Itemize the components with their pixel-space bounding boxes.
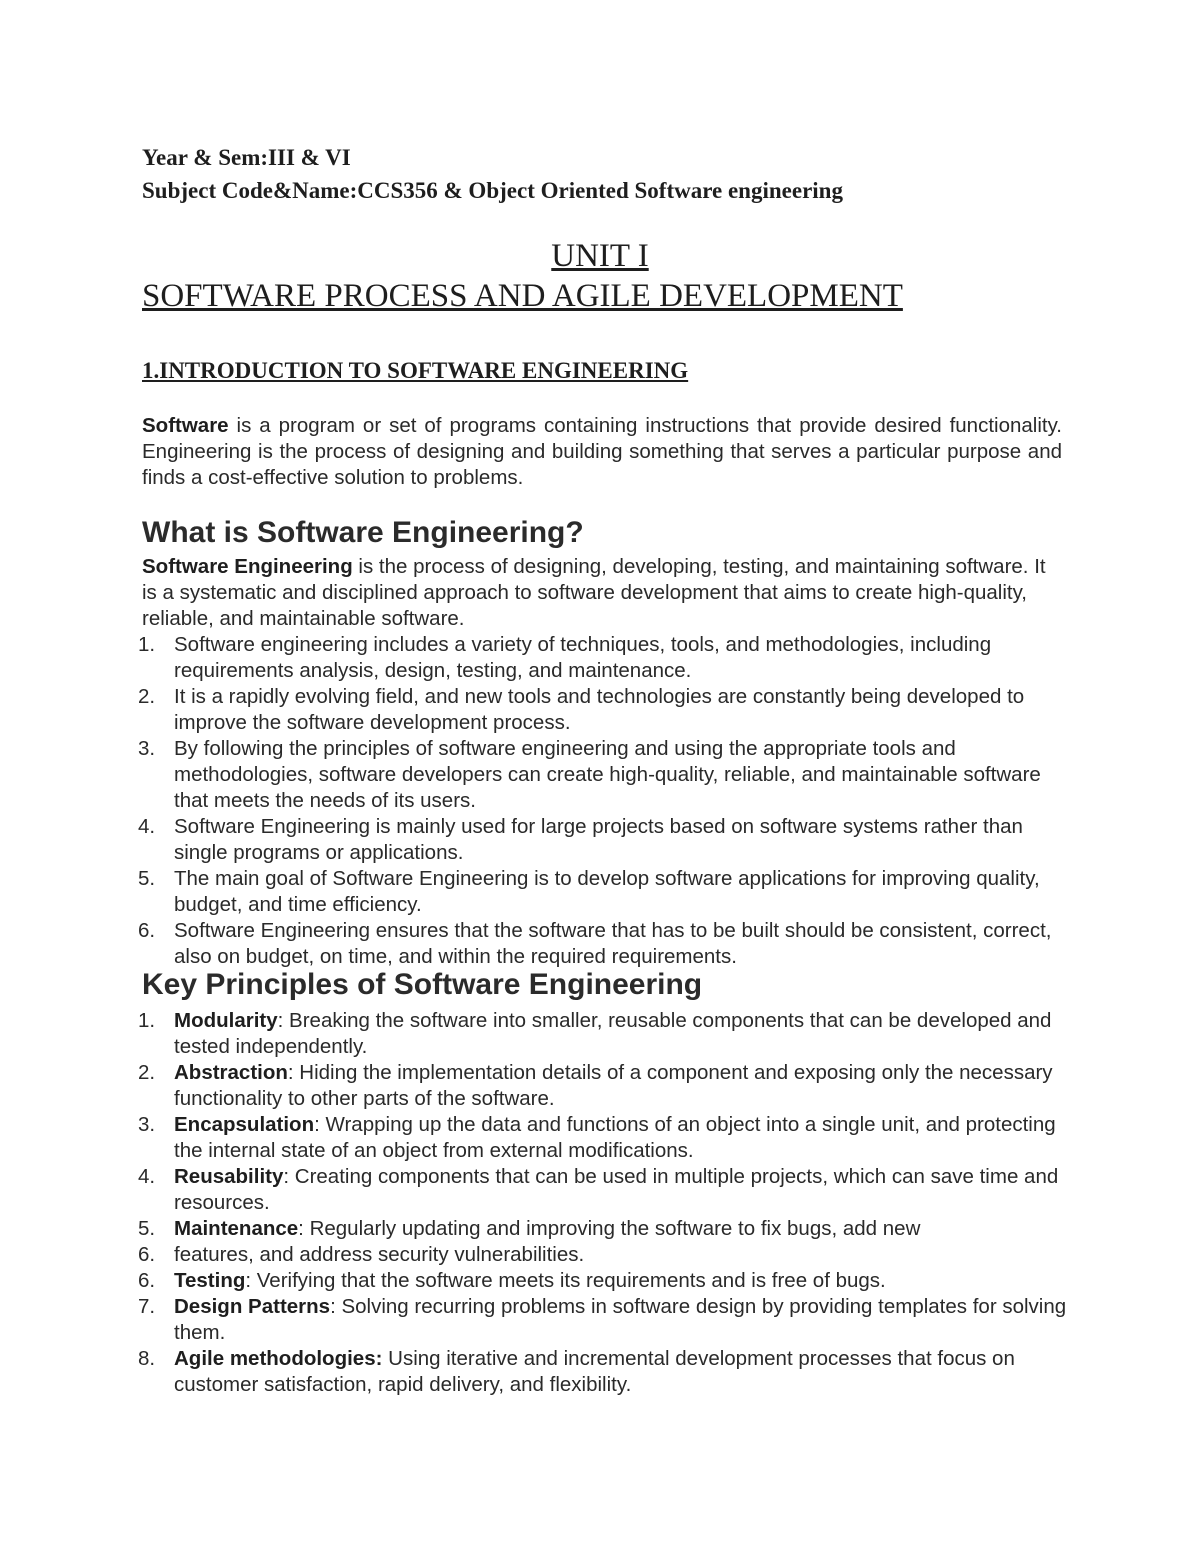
list-number: 5. [138,1217,156,1240]
principle-text: : Solving recurring problems in software design by providing templates for solving them. [174,1295,1067,1344]
principle-text: : Verifying that the software meets its requirements and is free of bugs. [245,1269,886,1292]
principle-term: Encapsulation [174,1113,315,1136]
list-item [138,1008,1068,1060]
year-sem-line: Year & Sem:III & VI [142,145,351,170]
principles-heading: Key Principles of Software Engineering [142,968,703,1001]
list-item [138,1216,1068,1242]
list-number: 2. [138,685,156,708]
list-item [138,918,1068,970]
list-item [138,866,1068,918]
intro-term: Software [142,414,229,437]
list-number: 6. [138,919,156,942]
list-item [138,632,1068,684]
list-item [138,814,1068,866]
list-number: 7. [138,1295,156,1318]
list-number: 1. [138,1009,156,1032]
list-item [138,684,1068,736]
principle-term: Agile methodologies: [174,1347,383,1370]
principle-text: : Creating components that can be used in multiple projects, which can save time and resources. [174,1165,1059,1214]
principle-term: Abstraction [174,1061,288,1084]
unit-title: UNIT I [551,238,649,274]
list-item-text: By following the principles of software engineering and using the appropriate tools and methodologies, software developers can create high-quality, reliable, and maintainable software that meets the needs of its users. [174,737,1041,812]
list-number: 3. [138,737,156,760]
list-number: 6. [138,1243,156,1266]
list-number: 1. [138,633,156,656]
principle-term: Testing [174,1269,246,1292]
principle-term: Reusability [174,1165,284,1188]
list-item-text: Software Engineering is mainly used for large projects based on software systems rather than single programs or applications. [174,815,1023,864]
principle-term: Modularity [174,1009,278,1032]
what-is-list [138,632,1068,970]
list-number: 4. [138,815,156,838]
subject-line: Subject Code&Name:CCS356 & Object Oriented Software engineering [142,178,843,203]
list-number: 6. [138,1269,156,1292]
principle-term: Design Patterns [174,1295,331,1318]
principle-text: : Regularly updating and improving the software to fix bugs, add new [298,1217,921,1240]
list-number: 5. [138,867,156,890]
list-item-text: It is a rapidly evolving field, and new tools and technologies are constantly being developed to improve the software development process. [174,685,1025,734]
list-item [138,1346,1068,1398]
principle-term: Maintenance [174,1217,299,1240]
list-item [138,736,1068,814]
intro-text: is a program or set of programs containing instructions that provide desired functionality. Engineering is the process of designing and building something that serves a particular purpose and finds a cost-effective solution to problems. [142,414,1062,489]
principle-text: features, and address security vulnerabilities. [174,1243,585,1266]
list-item [138,1242,1068,1268]
principle-text: : Breaking the software into smaller, reusable components that can be developed and tested independently. [174,1009,1052,1058]
unit-subtitle: SOFTWARE PROCESS AND AGILE DEVELOPMENT [142,278,903,314]
definition-text: is the process of designing, developing, testing, and maintaining software. It is a systematic and disciplined approach to software development that aims to create high-quality, reliable, and maintainable software. [142,555,1046,630]
list-item-text: Software engineering includes a variety of techniques, tools, and methodologies, including requirements analysis, design, testing, and maintenance. [174,633,992,682]
principle-text: : Wrapping up the data and functions of an object into a single unit, and protecting the internal state of an object from external modifications. [174,1113,1056,1162]
definition-term: Software Engineering [142,555,353,578]
list-item-text: The main goal of Software Engineering is to develop software applications for improving quality, budget, and time efficiency. [174,867,1040,916]
principle-text: : Hiding the implementation details of a component and exposing only the necessary functionality to other parts of the software. [174,1061,1053,1110]
list-number: 8. [138,1347,156,1370]
intro-paragraph [142,413,1062,491]
list-item [138,1164,1068,1216]
what-is-heading: What is Software Engineering? [142,516,584,549]
list-number: 4. [138,1165,156,1188]
list-item [138,1268,1068,1294]
list-item [138,1112,1068,1164]
principles-list [138,1008,1068,1398]
list-number: 3. [138,1113,156,1136]
list-item [138,1294,1068,1346]
list-item [138,1060,1068,1112]
principle-text: Using iterative and incremental development processes that focus on customer satisfaction, rapid delivery, and flexibility. [174,1347,1015,1396]
section-heading: 1.INTRODUCTION TO SOFTWARE ENGINEERING [142,358,689,383]
list-item-text: Software Engineering ensures that the software that has to be built should be consistent, correct, also on budget, on time, and within the required requirements. [174,919,1052,968]
list-number: 2. [138,1061,156,1084]
definition-paragraph [142,554,1062,632]
